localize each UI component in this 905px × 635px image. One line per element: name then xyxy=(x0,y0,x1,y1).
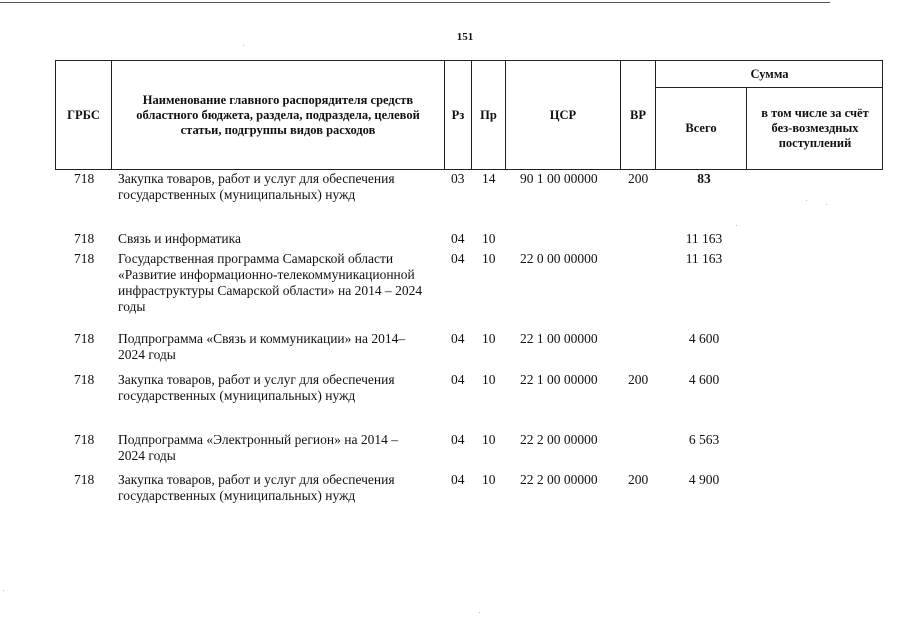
cell-name: Закупка товаров, работ и услуг для обеспечения государственных (муниципальных) нужд xyxy=(118,372,395,403)
cell-pr: 10 xyxy=(482,372,496,387)
cell-csr: 22 1 00 00000 xyxy=(520,331,598,346)
header-name: Наименование главного распорядителя средств областного бюджета, раздела, подраздела, целевой статьи, подгруппы видов расходов xyxy=(136,92,420,137)
cell-rz: 04 xyxy=(451,251,465,266)
cell-csr: 22 0 00 00000 xyxy=(520,251,598,266)
cell-total: 83 xyxy=(697,171,711,186)
cell-pr: 10 xyxy=(482,231,496,246)
cell-rz: 04 xyxy=(451,432,465,447)
cell-total: 4 600 xyxy=(688,372,720,387)
cell-name: Связь и информатика xyxy=(118,231,241,246)
header-sum: Сумма xyxy=(750,66,789,81)
cell-vr: 200 xyxy=(628,472,649,487)
scan-speck xyxy=(243,45,244,46)
scan-speck xyxy=(806,200,807,201)
cell-rz: 04 xyxy=(451,331,465,346)
cell-grbs: 718 xyxy=(74,231,95,246)
cell-pr: 10 xyxy=(482,331,496,346)
cell-name: Закупка товаров, работ и услуг для обеспечения государственных (муниципальных) нужд xyxy=(118,171,395,202)
cell-rz: 04 xyxy=(451,472,465,487)
cell-rz: 04 xyxy=(451,372,465,387)
cell-grbs: 718 xyxy=(74,472,95,487)
page-number: 151 xyxy=(456,31,474,43)
cell-vr: 200 xyxy=(628,372,649,387)
header-rz: Рз xyxy=(451,107,465,122)
cell-rz: 04 xyxy=(451,231,465,246)
cell-vr: 200 xyxy=(628,171,649,186)
cell-csr: 90 1 00 00000 xyxy=(520,171,598,186)
header-pr: Пр xyxy=(480,107,497,122)
cell-pr: 10 xyxy=(482,432,496,447)
cell-name: Закупка товаров, работ и услуг для обеспечения государственных (муниципальных) нужд xyxy=(118,472,395,503)
scan-speck xyxy=(479,612,480,613)
cell-csr: 22 1 00 00000 xyxy=(520,372,598,387)
scan-speck xyxy=(736,225,737,226)
cell-grbs: 718 xyxy=(74,372,95,387)
cell-csr: 22 2 00 00000 xyxy=(520,472,598,487)
cell-total: 6 563 xyxy=(688,432,720,447)
scan-speck xyxy=(826,204,827,205)
header-total: Всего xyxy=(685,121,717,135)
cell-csr: 22 2 00 00000 xyxy=(520,432,598,447)
cell-total: 11 163 xyxy=(685,231,723,246)
top-border-line xyxy=(0,2,830,3)
scan-speck xyxy=(3,590,4,591)
cell-name: Подпрограмма «Электронный регион» на 2014 – 2024 годы xyxy=(118,432,398,463)
cell-grbs: 718 xyxy=(74,171,95,186)
header-vr: ВР xyxy=(630,107,646,122)
header-grbs: ГРБС xyxy=(67,107,100,122)
cell-total: 4 600 xyxy=(688,331,720,346)
cell-grbs: 718 xyxy=(74,432,95,447)
cell-grbs: 718 xyxy=(74,251,95,266)
cell-rz: 03 xyxy=(451,171,465,186)
cell-pr: 10 xyxy=(482,472,496,487)
header-csr: ЦСР xyxy=(549,107,577,122)
cell-total: 11 163 xyxy=(685,251,723,266)
cell-grbs: 718 xyxy=(74,331,95,346)
cell-pr: 14 xyxy=(482,171,496,186)
cell-name: Подпрограмма «Связь и коммуникации» на 2014–2024 годы xyxy=(118,331,406,362)
cell-name: Государственная программа Самарской области «Развитие информационно-телекоммуникационной инфраструктуры Самарской области» на 2014 – 2024 годы xyxy=(118,251,423,314)
cell-total: 4 900 xyxy=(688,472,720,487)
header-incl: в том числе за счёт без-возмездных поступлений xyxy=(761,106,869,150)
cell-pr: 10 xyxy=(482,251,496,266)
